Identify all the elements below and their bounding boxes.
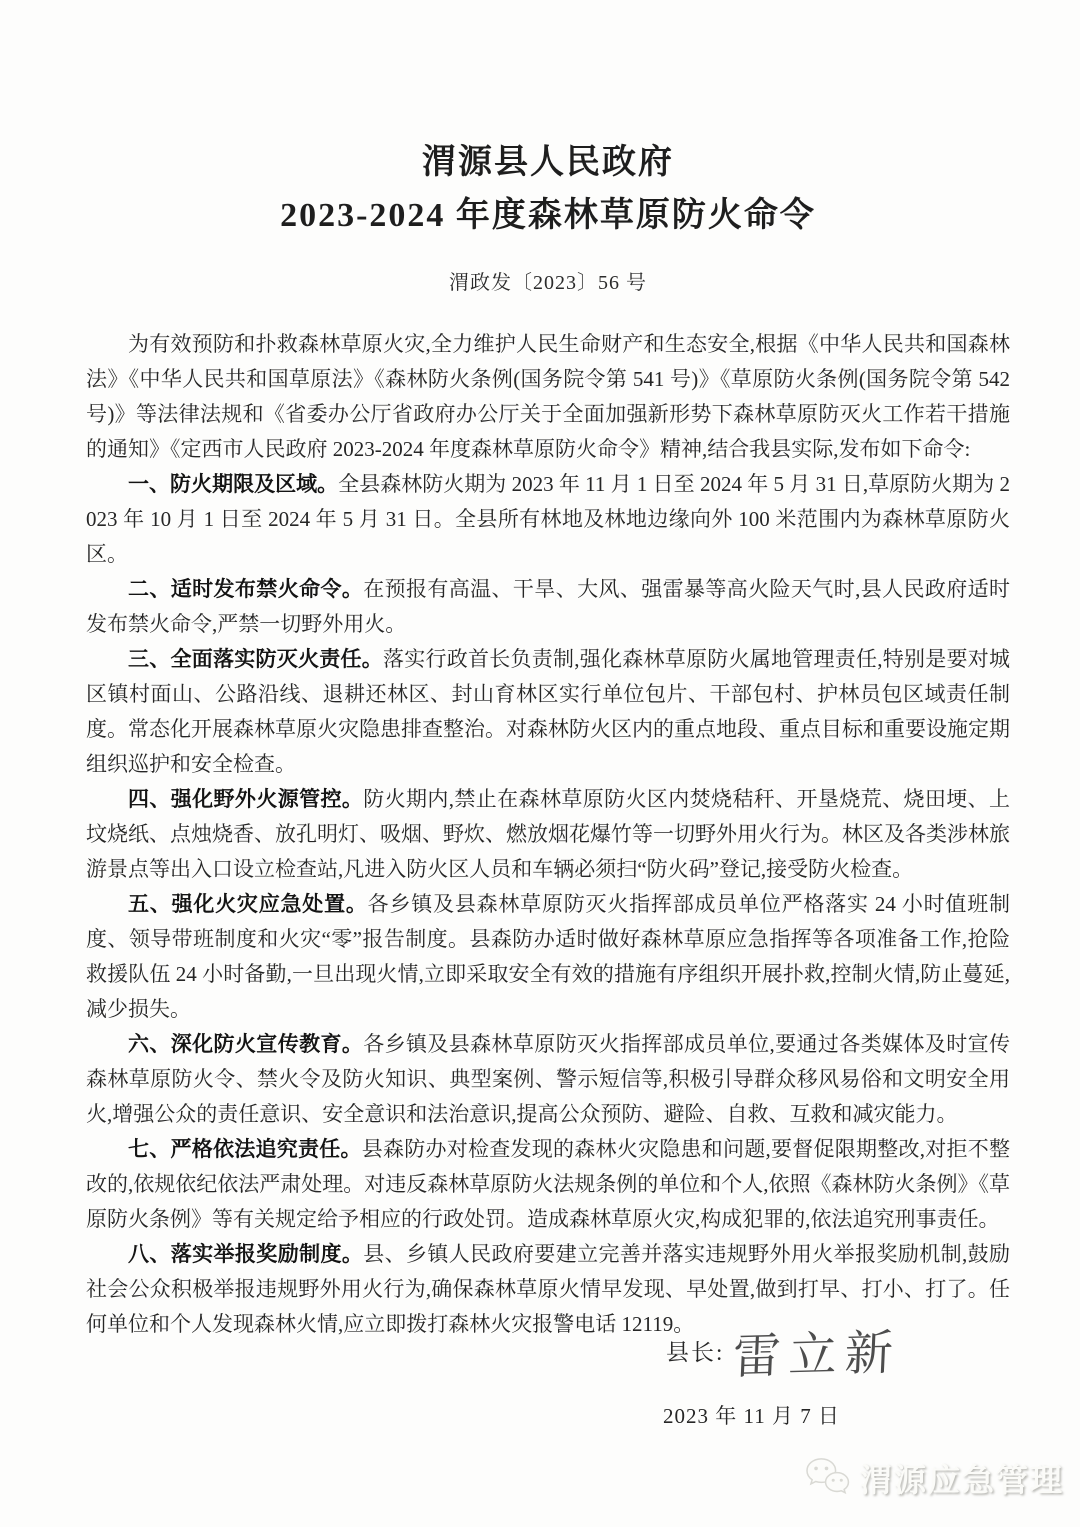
- watermark-text: 渭源应急管理: [859, 1462, 1064, 1498]
- section-body-1: 全县森林防火期为 2023 年 11 月 1 日至 2024 年 5 月 31 日,草原防火期为 2023 年 10 月 1 日至 2024 年 5 月 31 日。全县所有林地及林地边缘向外 100 米范围内为森林草原防火区。: [86, 472, 1010, 566]
- document-title: [86, 136, 1010, 242]
- title-line-1: 渭源县人民政府: [422, 144, 674, 181]
- section-heading-2: 二、适时发布禁火命令。: [128, 577, 364, 601]
- intro-paragraph: 为有效预防和扑救森林草原火灾,全力维护人民生命财产和生态安全,根据《中华人民共和国森林法》《中华人民共和国草原法》《森林防火条例(国务院令第 541 号)》《草原防火条例(国务院令第 542 号)》等法律法规和《省委办公厅省政府办公厅关于全面加强新形势下森林草原防灭火工作若干措施的通知》《定西市人民政府 2023-2024 年度森林草原防火命令》精神,结合我县实际,发布如下命令:: [86, 332, 1010, 461]
- section-paragraph-6: [86, 1027, 1010, 1132]
- section-heading-7: 七、严格依法追究责任。: [128, 1137, 362, 1161]
- doc-number: 渭政发〔2023〕56 号: [449, 272, 647, 294]
- section-body-7: 县森防办对检查发现的森林火灾隐患和问题,要督促限期整改,对拒不整改的,依规依纪依法严肃处理。对违反森林草原防火法规条例的单位和个人,依照《森林防火条例》《草原防火条例》等有关规定给予相应的行政处罚。造成森林草原火灾,构成犯罪的,依法追究刑事责任。: [86, 1137, 1010, 1231]
- title-line-2: 2023-2024 年度森林草原防火命令: [280, 197, 816, 234]
- section-body-2: 在预报有高温、干旱、大风、强雷暴等高火险天气时,县人民政府适时发布禁火命令,严禁一切野外用火。: [86, 577, 1011, 636]
- section-paragraph-4: [86, 782, 1010, 887]
- publisher-watermark: [804, 1455, 1064, 1501]
- section-heading-6: 六、深化防火宣传教育。: [128, 1032, 364, 1056]
- section-heading-1: 一、防火期限及区域。: [128, 472, 339, 496]
- section-body-4: 防火期内,禁止在森林草原防火区内焚烧秸秆、开垦烧荒、烧田埂、上坟烧纸、点烛烧香、放孔明灯、吸烟、野炊、燃放烟花爆竹等一切野外用火行为。林区及各类涉林旅游景点等出入口设立检查站,凡进入防火区人员和车辆必须扫“防火码”登记,接受防火检查。: [86, 787, 1011, 881]
- section-paragraph-1: [86, 467, 1010, 572]
- section-heading-5: 五、强化火灾应急处置。: [128, 892, 368, 916]
- section-paragraph-2: [86, 572, 1010, 642]
- section-body-5: 各乡镇及县森林草原防灭火指挥部成员单位严格落实 24 小时值班制度、领导带班制度和火灾“零”报告制度。县森防办适时做好森林草原应急指挥等各项准备工作,抢险救援队伍 24 小时备勤,一旦出现火情,立即采取安全有效的措施有序组织开展扑救,控制火情,防止蔓延,减少损失。: [86, 892, 1011, 1021]
- section-heading-4: 四、强化野外火源管控。: [128, 787, 364, 811]
- section-paragraph-3: [86, 642, 1010, 782]
- signature-handwritten-name: 雷立新: [731, 1326, 902, 1385]
- section-body-6: 各乡镇及县森林草原防灭火指挥部成员单位,要通过各类媒体及时宣传森林草原防火令、禁火令及防火知识、典型案例、警示短信等,积极引导群众移风易俗和文明安全用火,增强公众的责任意识、安全意识和法治意识,提高公众预防、避险、自救、互救和减灾能力。: [86, 1032, 1011, 1126]
- section-paragraph-7: [86, 1132, 1010, 1237]
- section-heading-3: 三、全面落实防灭火责任。: [128, 647, 383, 671]
- section-paragraph-5: [86, 887, 1010, 1027]
- document-date: 2023 年 11 月 7 日: [663, 1404, 840, 1428]
- section-heading-8: 八、落实举报奖励制度。: [128, 1242, 364, 1266]
- section-body-3: 落实行政首长负责制,强化森林草原防火属地管理责任,特别是要对城区镇村面山、公路沿线、退耕还林区、封山育林区实行单位包片、干部包村、护林员包区域责任制度。常态化开展森林草原火灾隐患排查整治。对森林防火区内的重点地段、重点目标和重要设施定期组织巡护和安全检查。: [86, 647, 1010, 776]
- signature-label: 县长:: [666, 1340, 725, 1365]
- section-body-8: 县、乡镇人民政府要建立完善并落实违规野外用火举报奖励机制,鼓励社会公众积极举报违规野外用火行为,确保森林草原火情早发现、早处置,做到打早、打小、打了。任何单位和个人发现森林火情,应立即拨打森林火灾报警电话 12119。: [86, 1242, 1011, 1336]
- document-body: [86, 327, 1010, 1342]
- wechat-icon: [804, 1456, 850, 1501]
